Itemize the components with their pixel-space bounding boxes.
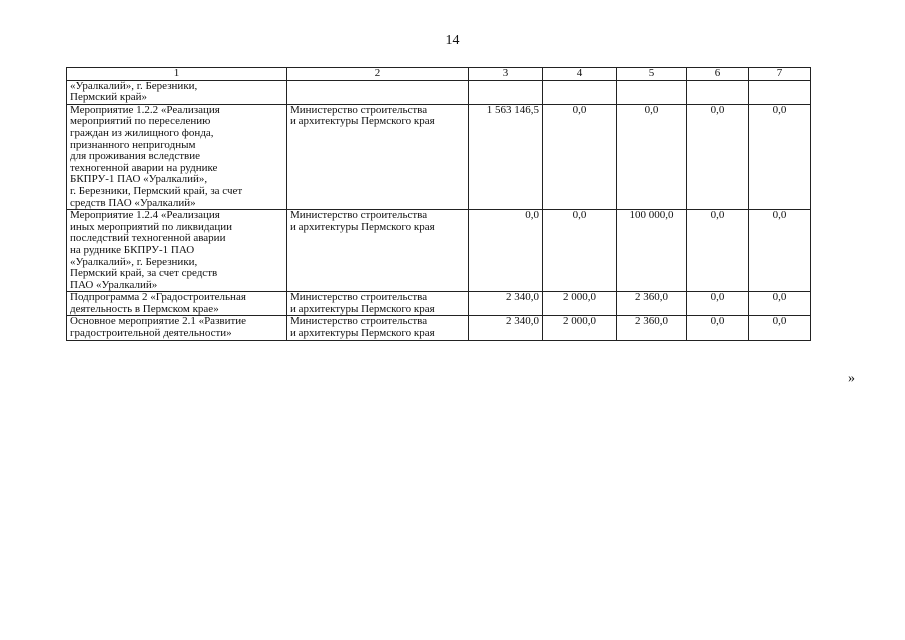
amount-cell: 0,0 <box>749 292 811 316</box>
amount-cell: 0,0 <box>543 104 617 209</box>
amount-cell: 0,0 <box>687 316 749 340</box>
amount-cell: 0,0 <box>543 210 617 292</box>
responsible-cell: Министерство строительства и архитектуры Пермского края <box>287 316 469 340</box>
amount-cell: 2 340,0 <box>469 316 543 340</box>
amount-cell: 0,0 <box>749 316 811 340</box>
amount-cell: 0,0 <box>687 210 749 292</box>
table-row <box>67 316 811 340</box>
event-name-cell: Основное мероприятие 2.1 «Развитие градостроительной деятельности» <box>67 316 287 340</box>
column-header: 1 <box>67 68 287 81</box>
responsible-cell: Министерство строительства и архитектуры Пермского края <box>287 210 469 292</box>
column-header: 5 <box>617 68 687 81</box>
amount-cell <box>749 80 811 104</box>
column-header: 7 <box>749 68 811 81</box>
amount-cell: 1 563 146,5 <box>469 104 543 209</box>
closing-quote: » <box>848 371 855 386</box>
column-header: 4 <box>543 68 617 81</box>
event-name-cell: Мероприятие 1.2.2 «Реализация мероприятий по переселению граждан из жилищного фонда, признанного непригодным для проживания вследствие техногенной аварии на руднике БКПРУ-1 ПАО «Уралкалий», г. Березники, Пермский край, за счет средств ПАО «Уралкалий» <box>67 104 287 209</box>
amount-cell: 2 340,0 <box>469 292 543 316</box>
amount-cell: 2 360,0 <box>617 292 687 316</box>
header-row <box>67 68 811 81</box>
column-header: 2 <box>287 68 469 81</box>
responsible-cell: Министерство строительства и архитектуры Пермского края <box>287 292 469 316</box>
amount-cell: 2 000,0 <box>543 292 617 316</box>
column-header: 6 <box>687 68 749 81</box>
amount-cell: 0,0 <box>749 104 811 209</box>
responsible-cell: Министерство строительства и архитектуры Пермского края <box>287 104 469 209</box>
amount-cell: 0,0 <box>687 292 749 316</box>
table-row <box>67 292 811 316</box>
event-name-cell: «Уралкалий», г. Березники, Пермский край» <box>67 80 287 104</box>
amount-cell: 0,0 <box>469 210 543 292</box>
amount-cell <box>543 80 617 104</box>
table-row <box>67 104 811 209</box>
budget-table <box>66 67 811 341</box>
event-name-cell: Мероприятие 1.2.4 «Реализация иных мероприятий по ликвидации последствий техногенной аварии на руднике БКПРУ-1 ПАО «Уралкалий», г. Березники, Пермский край, за счет средств ПАО «Уралкалий» <box>67 210 287 292</box>
amount-cell: 0,0 <box>749 210 811 292</box>
amount-cell: 2 360,0 <box>617 316 687 340</box>
amount-cell <box>617 80 687 104</box>
responsible-cell <box>287 80 469 104</box>
amount-cell <box>687 80 749 104</box>
amount-cell: 0,0 <box>687 104 749 209</box>
table-row <box>67 210 811 292</box>
page-number: 14 <box>445 33 460 48</box>
column-header: 3 <box>469 68 543 81</box>
event-name-cell: Подпрограмма 2 «Градостроительная деятельность в Пермском крае» <box>67 292 287 316</box>
amount-cell <box>469 80 543 104</box>
amount-cell: 2 000,0 <box>543 316 617 340</box>
amount-cell: 0,0 <box>617 104 687 209</box>
amount-cell: 100 000,0 <box>617 210 687 292</box>
table-row <box>67 80 811 104</box>
